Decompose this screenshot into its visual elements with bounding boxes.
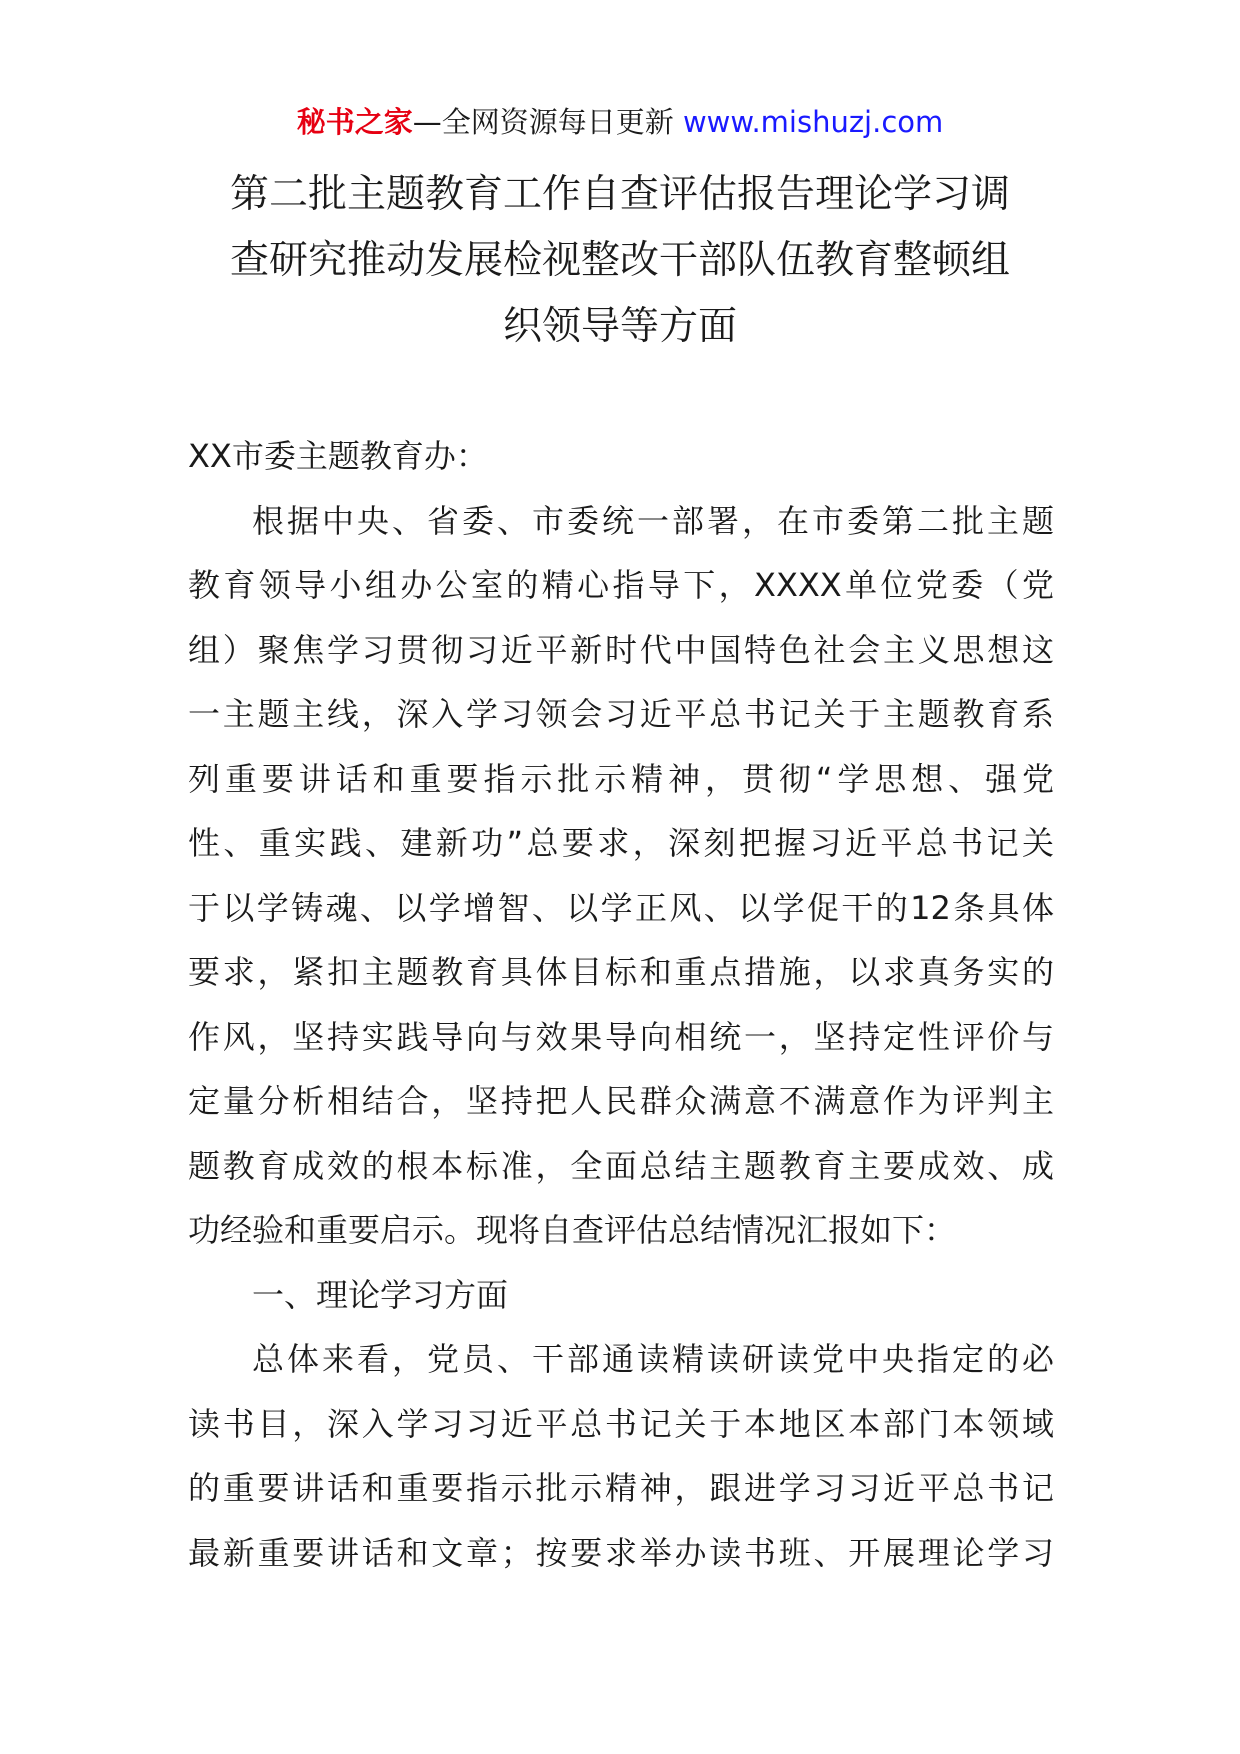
paragraph-line: 功经验和重要启示。现将自查评估总结情况汇报如下： <box>188 1211 957 1249</box>
paragraph-line: 一主题主线，深入学习领会习近平总书记关于主题教育系 <box>188 695 1054 733</box>
paragraph-line: 题教育成效的根本标准，全面总结主题教育主要成效、成 <box>188 1146 1054 1185</box>
paragraph-theory-study <box>188 1327 1054 1585</box>
paragraph-line: 教育领导小组办公室的精心指导下，XXXX单位党委（党 <box>188 566 1054 604</box>
paragraph-line: 列重要讲话和重要指示批示精神，贯彻“学思想、强党 <box>188 759 1054 798</box>
site-brand: 秘书之家 <box>296 105 413 139</box>
title-line: 第二批主题教育工作自查评估报告理论学习调 <box>229 172 1010 217</box>
paragraph-line: 性、重实践、建新功”总要求，深刻把握习近平总书记关 <box>188 824 1054 862</box>
site-header <box>0 102 1240 142</box>
paragraph-line: 定量分析相结合，坚持把人民群众满意不满意作为评判主 <box>188 1082 1054 1120</box>
title-line: 查研究推动发展检视整改干部队伍教育整顿组 <box>229 238 1010 283</box>
site-url-link[interactable]: www.mishuzj.com <box>682 105 944 139</box>
title-line: 织领导等方面 <box>502 304 737 349</box>
paragraph-intro <box>188 489 1054 1263</box>
document-title <box>188 162 1052 360</box>
paragraph-line: 组）聚焦学习贯彻习近平新时代中国特色社会主义思想这 <box>188 630 1054 669</box>
paragraph-line: 于以学铸魂、以学增智、以学正风、以学促干的12条具体 <box>188 888 1054 927</box>
document-body <box>188 424 1054 1585</box>
site-slogan: —全网资源每日更新 <box>412 105 674 139</box>
salutation: XX市委主题教育办： <box>188 437 488 475</box>
paragraph-line: 的重要讲话和重要指示批示精神，跟进学习习近平总书记 <box>188 1469 1054 1507</box>
paragraph-line: 最新重要讲话和文章；按要求举办读书班、开展理论学习 <box>188 1533 1054 1572</box>
paragraph-line: 总体来看，党员、干部通读精读研读党中央指定的必 <box>252 1340 1054 1378</box>
paragraph-line: 要求，紧扣主题教育具体目标和重点措施，以求真务实的 <box>188 953 1054 991</box>
paragraph-line: 作风，坚持实践导向与效果导向相统一，坚持定性评价与 <box>188 1017 1054 1056</box>
section-heading: 一、理论学习方面 <box>252 1275 509 1314</box>
paragraph-line: 根据中央、省委、市委统一部署，在市委第二批主题 <box>252 501 1054 540</box>
paragraph-line: 读书目，深入学习习近平总书记关于本地区本部门本领域 <box>188 1404 1054 1443</box>
